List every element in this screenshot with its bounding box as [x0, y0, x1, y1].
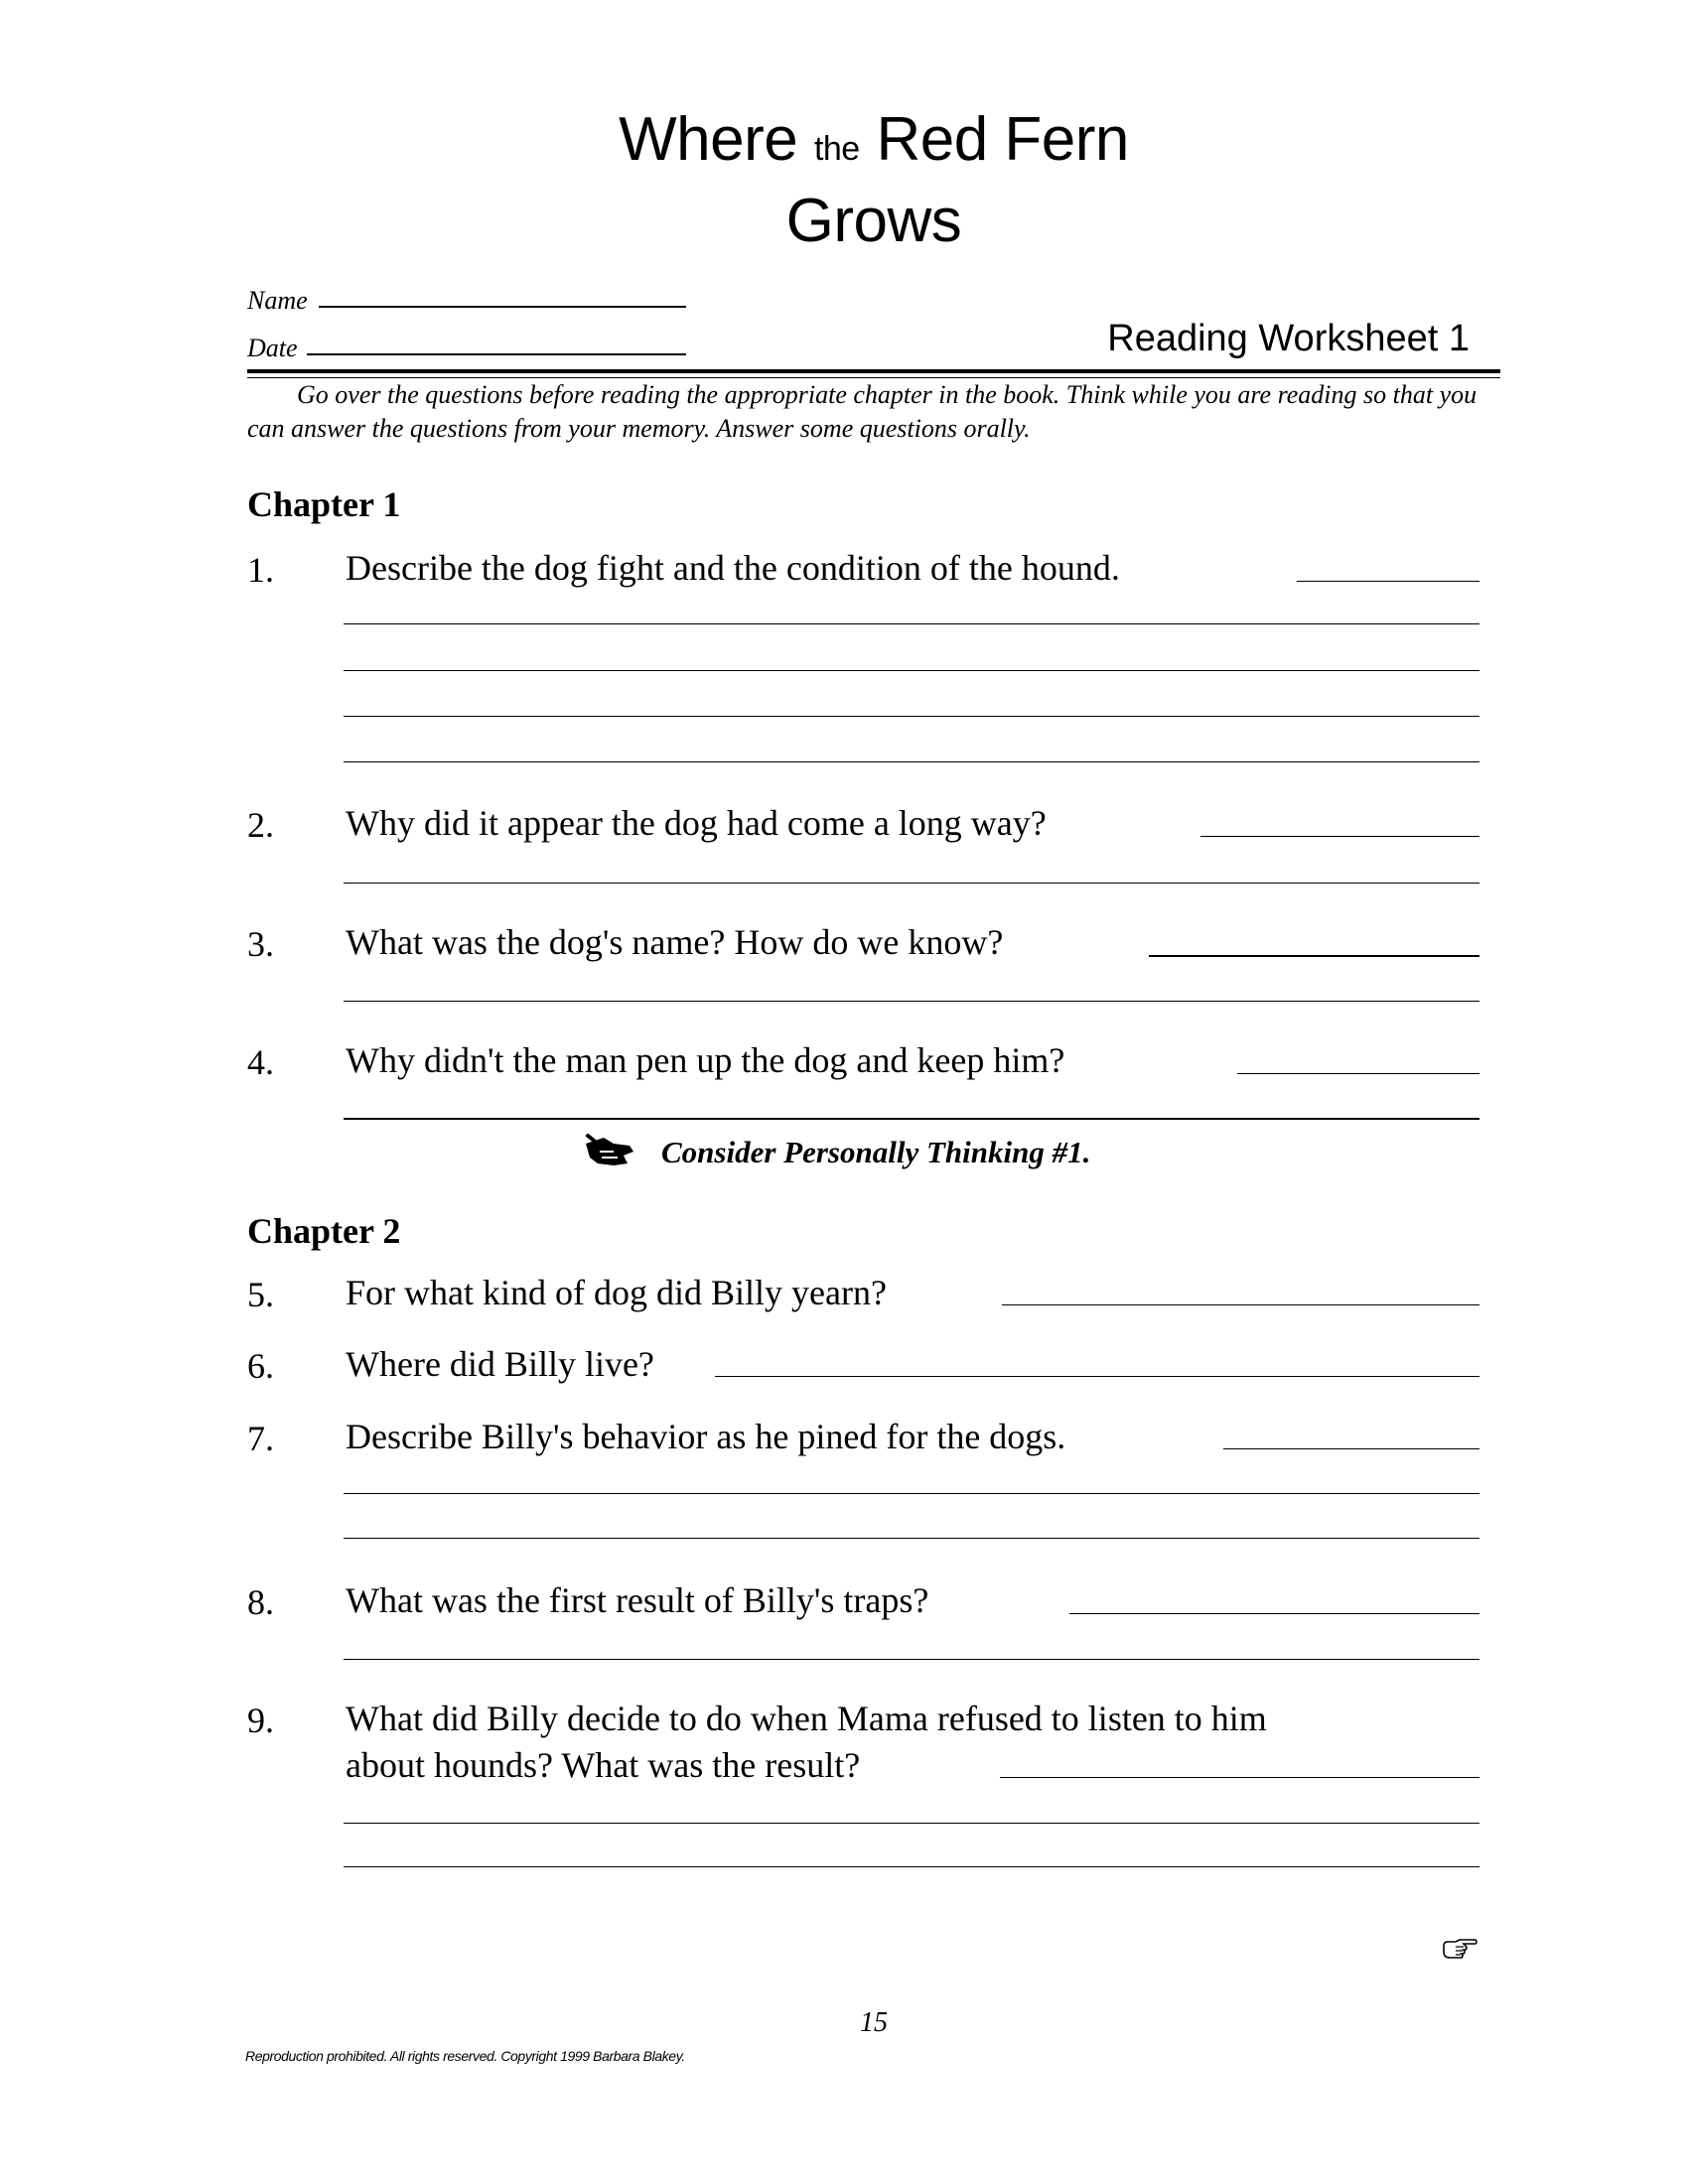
instructions: Go over the questions before reading the appropriate chapter in the book. Think while you are reading so that you can answer the questions from your memory. Answer some questions orally. — [247, 380, 1477, 443]
question-9-text-line-1: What did Billy decide to do when Mama refused to listen to him — [346, 1699, 1267, 1738]
answer-line[interactable] — [1237, 1073, 1479, 1074]
answer-line[interactable] — [1069, 1613, 1479, 1614]
date-label: Date — [247, 334, 298, 362]
question-5-number: 5. — [247, 1275, 274, 1314]
title-line-1 — [0, 105, 1688, 174]
answer-line[interactable] — [344, 1866, 1479, 1867]
answer-line[interactable] — [344, 1001, 1479, 1002]
answer-line[interactable] — [344, 623, 1479, 624]
answer-line[interactable] — [344, 670, 1479, 671]
question-4-text: Why didn't the man pen up the dog and keep him? — [346, 1040, 1065, 1080]
question-4-number: 4. — [247, 1042, 274, 1082]
answer-line[interactable] — [344, 761, 1479, 762]
chapter-1-heading: Chapter 1 — [247, 484, 401, 524]
question-9-number: 9. — [247, 1701, 274, 1740]
answer-line[interactable] — [1149, 955, 1479, 957]
answer-line[interactable] — [344, 883, 1479, 884]
question-3-text: What was the dog's name? How do we know? — [346, 922, 1004, 962]
answer-line[interactable] — [344, 1659, 1479, 1660]
consider-note — [584, 1134, 1090, 1169]
pointing-hand-icon — [1442, 1938, 1477, 1965]
page-number: 15 — [860, 2007, 888, 2038]
answer-line[interactable] — [1297, 581, 1479, 582]
question-2-number: 2. — [247, 805, 274, 845]
consider-text: Consider Personally Thinking #1. — [661, 1134, 1091, 1169]
copyright-notice: Reproduction prohibited. All rights reserved. Copyright 1999 Barbara Blakey. — [245, 2048, 685, 2064]
question-6-number: 6. — [247, 1346, 274, 1386]
name-field[interactable] — [319, 306, 686, 308]
title-word-the: the — [813, 130, 860, 168]
date-field[interactable] — [307, 353, 686, 355]
answer-line[interactable] — [344, 1823, 1479, 1824]
question-2-text: Why did it appear the dog had come a long way? — [346, 803, 1047, 843]
question-8-number: 8. — [247, 1582, 274, 1622]
title-line-2: Grows — [785, 187, 962, 255]
answer-line[interactable] — [344, 1493, 1479, 1494]
name-label: Name — [247, 286, 308, 315]
title-word-where: Where — [619, 105, 798, 174]
answer-line[interactable] — [1002, 1304, 1479, 1305]
worksheet-label: Reading Worksheet 1 — [1107, 318, 1470, 359]
question-1-number: 1. — [247, 550, 274, 590]
answer-line[interactable] — [715, 1376, 1479, 1377]
question-5-text: For what kind of dog did Billy yearn? — [346, 1273, 887, 1312]
answer-line[interactable] — [1223, 1448, 1479, 1449]
question-7-text: Describe Billy's behavior as he pined for the dogs. — [346, 1417, 1066, 1456]
header-rule — [247, 369, 1500, 373]
chapter-2-heading: Chapter 2 — [247, 1211, 401, 1251]
question-8-text: What was the first result of Billy's traps? — [346, 1580, 929, 1620]
answer-line[interactable] — [1000, 1777, 1479, 1778]
answer-line[interactable] — [344, 1538, 1479, 1539]
title-words-red-fern: Red Fern — [876, 105, 1129, 174]
writing-hand-icon — [584, 1134, 635, 1169]
answer-line[interactable] — [344, 716, 1479, 717]
question-1-text: Describe the dog fight and the condition of the hound. — [346, 548, 1120, 588]
answer-line[interactable] — [344, 1118, 1479, 1120]
question-3-number: 3. — [247, 924, 274, 964]
question-7-number: 7. — [247, 1419, 274, 1458]
answer-line[interactable] — [1200, 836, 1479, 837]
question-9-text-line-2: about hounds? What was the result? — [346, 1745, 861, 1785]
question-6-text: Where did Billy live? — [346, 1344, 654, 1384]
